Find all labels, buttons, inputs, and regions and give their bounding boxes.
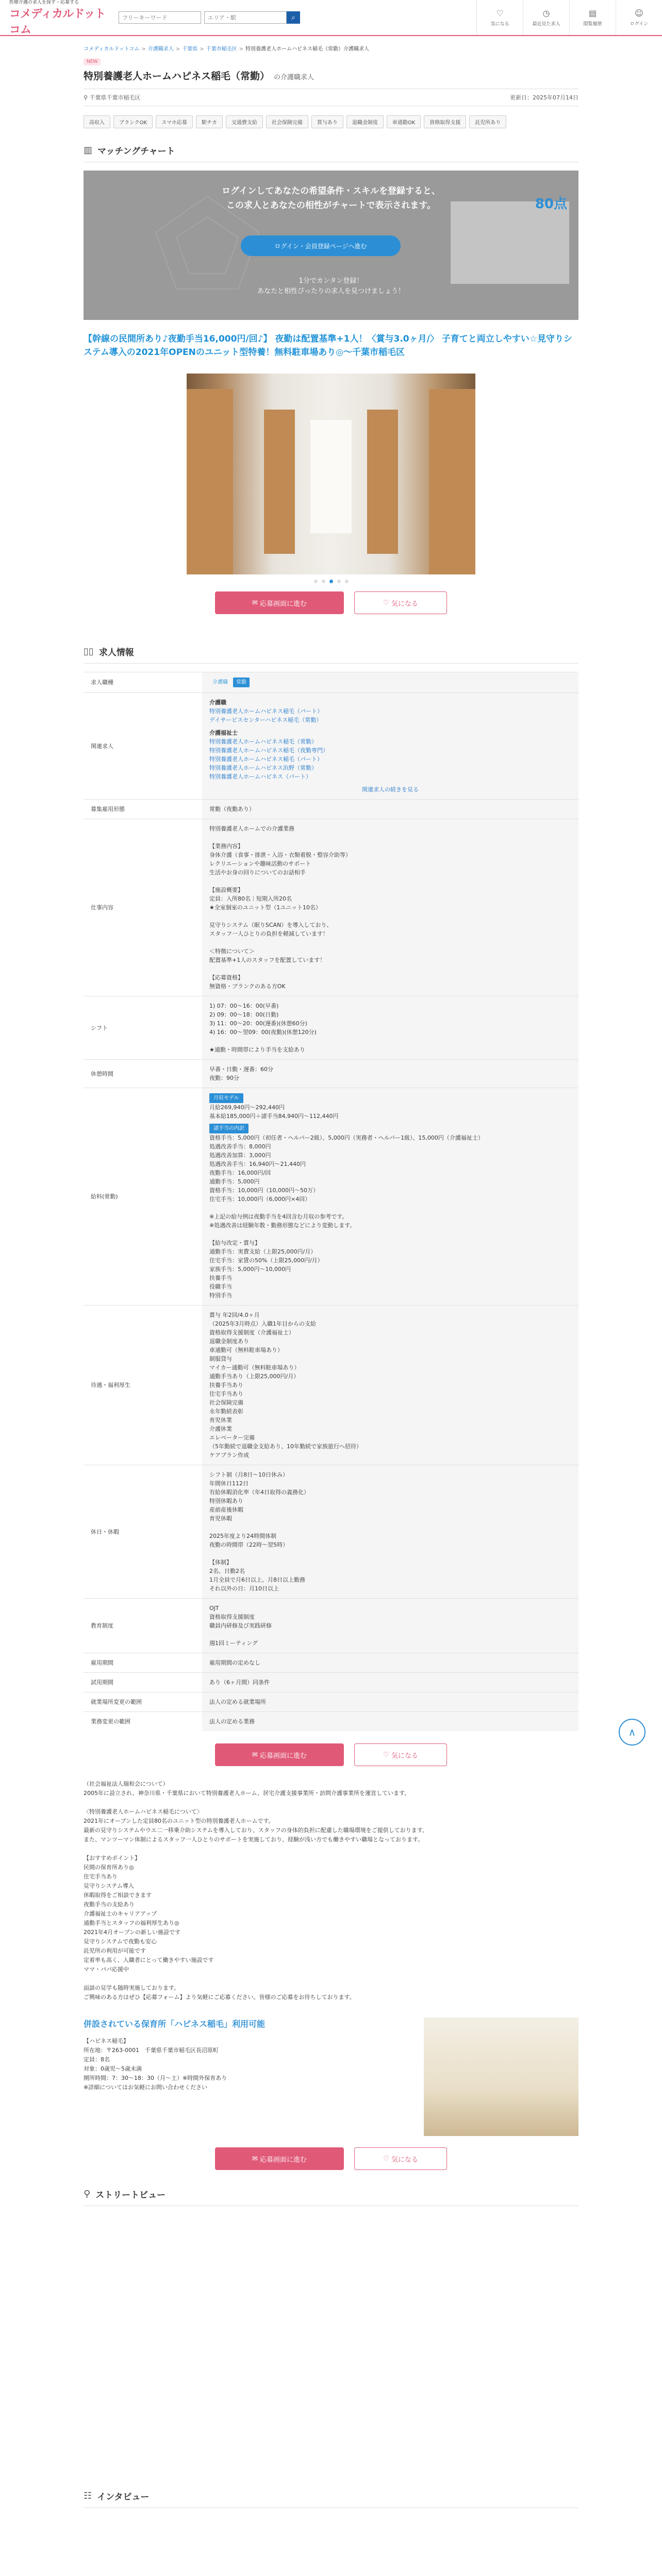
info-row: [84, 1712, 578, 1732]
header-nav-label: 気になる: [490, 22, 509, 27]
info-value: [202, 1692, 578, 1712]
header-nav-label: ログイン: [630, 22, 649, 27]
score-panel: [451, 201, 569, 284]
nursery-line: 対象：0歳児〜5歳未満: [84, 2065, 142, 2072]
info-row: [84, 800, 578, 819]
info-line: 資格取得支援制度（介護福祉士）: [209, 1329, 294, 1336]
info-value: [202, 1060, 578, 1088]
info-line: シフト制（月8日〜10日休み）: [209, 1471, 288, 1478]
description-line: 2021年にオープンした定員80名のユニット型の特別養護老人ホームです。: [84, 1818, 274, 1824]
feature-tag: 高収入: [84, 115, 110, 128]
info-line: 【施設概要】: [209, 887, 243, 893]
feature-tag: 駅チカ: [196, 115, 223, 128]
breadcrumb-separator: >: [200, 46, 204, 52]
apply-button[interactable]: ✉ 応募画面に進む: [215, 591, 344, 614]
info-line: 介護休業: [209, 1426, 232, 1432]
logo-tagline: 医療介護の求人を探す・応募する: [9, 0, 79, 5]
related-job-link[interactable]: 特別養護老人ホームハピネス稲毛（夜勤専門）: [209, 747, 328, 754]
apply-button[interactable]: ✉ 応募画面に進む: [215, 1743, 344, 1766]
info-label: 就業場所変更の範囲: [84, 1692, 202, 1712]
info-text: [209, 1717, 571, 1726]
matching-sub: 1分でカンタン登録！ あなたと相性ぴったりの求人を見つけましょう！: [257, 277, 405, 295]
info-value: [202, 800, 578, 819]
info-row: [84, 1465, 578, 1599]
info-value: [202, 1465, 578, 1599]
info-row: [84, 1599, 578, 1653]
allowance-line: 通勤手当：5,000円: [209, 1178, 260, 1185]
info-label: 待遇・福利厚生: [84, 1306, 202, 1465]
allowance-line: 処遇改善手当：16,940円〜21,440円: [209, 1161, 306, 1167]
job-headline: 【幹線の民間所あり♪夜勤手当16,000円/回♪】 夜勤は配置基準+1人！〈賞与3.0ヶ月/〉 子育てと両立しやすい☆見守りシステム導入の2021年OPENのユニット型特養！無料駐車場あり◎〜千葉市稲毛区: [84, 334, 572, 358]
allowance-line: 家族手当：5,000円〜10,000円: [209, 1266, 291, 1273]
info-line: 早番・日勤・遅番：60分: [209, 1066, 273, 1073]
info-value: [202, 1599, 578, 1653]
allowance-line: 夜勤手当：16,000円/回: [209, 1170, 271, 1176]
info-line: それ以外の日：月10日以上: [209, 1585, 279, 1592]
feature-tag: 退職金制度: [346, 115, 384, 128]
allowance-line: [209, 1230, 571, 1239]
area-input[interactable]: [204, 11, 287, 24]
breadcrumb-separator: >: [239, 46, 243, 52]
matching-prompt: ログインしてあなたの希望条件・スキルを登録すると、 この求人とあなたの相性がチャートで表示されます。: [222, 186, 440, 211]
info-text: [209, 1002, 571, 1054]
allowance-line: 住宅手当：10,000円（6,000円×4回）: [209, 1196, 311, 1202]
allowance-line: 住宅手当：家賃の50%（上限25,000円/月）: [209, 1257, 323, 1264]
info-line: 4) 16：00〜翌09：00(夜勤)(休憩120分): [209, 1029, 317, 1036]
favorite-button[interactable]: ♡ 気になる: [354, 2147, 447, 2170]
related-more-link[interactable]: 関連求人の続きを見る: [362, 786, 419, 793]
info-line: 資格取得支援制度: [209, 1614, 255, 1620]
info-line: 見守りシステム（眠りSCAN）を導入しており、: [209, 922, 333, 928]
info-line: [209, 1549, 571, 1558]
heart-icon: ♡: [496, 8, 504, 18]
info-line: 扶養手当あり: [209, 1382, 243, 1388]
info-line: 2) 09：00〜18：00(日勤): [209, 1011, 279, 1018]
info-text: [209, 1678, 571, 1687]
description-line: （社会福祉法人瑞和会について）: [84, 1781, 169, 1787]
info-row: [84, 672, 578, 693]
search-button[interactable]: [287, 11, 300, 24]
nursery-section: [84, 2018, 578, 2136]
info-line: 法人の定める業務: [209, 1718, 255, 1725]
info-value: [202, 1653, 578, 1673]
description-line: 介護福祉士のキャリアアップ: [84, 1910, 157, 1917]
info-label: 試用期間: [84, 1673, 202, 1692]
title-sub: の介護職求人: [274, 74, 315, 81]
job-description: [84, 1780, 578, 2002]
info-text: [209, 1311, 571, 1460]
feature-tag: 賞与あり: [311, 115, 343, 128]
header-nav-item[interactable]: [616, 0, 662, 35]
breadcrumb-item[interactable]: 介護職求人: [147, 46, 174, 52]
info-text: [209, 1658, 571, 1667]
info-text: [209, 1065, 571, 1082]
description-line: [84, 1844, 578, 1854]
breadcrumb-separator: >: [141, 46, 146, 52]
info-line: 年間休日112日: [209, 1480, 249, 1487]
description-line: 最新の見守りシステムやウエ二一移乗介助システムを導入しており、スタッフの身体的負担に配慮した職場環境をご提供しております。: [84, 1827, 428, 1834]
info-line: 賞与 年2回/4.0ヶ月: [209, 1312, 260, 1318]
related-job-link[interactable]: 特別養護老人ホームハピネス浜野（常勤）: [209, 765, 317, 771]
info-line: 有給休暇消化率（年4日取得の義務化）: [209, 1489, 309, 1496]
favorite-button[interactable]: ♡ 気になる: [354, 591, 447, 614]
info-line: [209, 1630, 571, 1639]
description-line: 見守りシステム導入: [84, 1883, 134, 1889]
related-job-link[interactable]: 特別養護老人ホームハピネス稲毛（常勤）: [209, 738, 317, 745]
info-line: [209, 1523, 571, 1532]
mail-icon: ✉: [252, 2155, 258, 2163]
carousel-dot[interactable]: [322, 580, 325, 583]
heart-icon: ♡: [383, 599, 389, 607]
description-line: 【おすすめポイント】: [84, 1855, 141, 1861]
chevron-up-icon: ∧: [628, 1726, 636, 1738]
action-buttons-mid: [84, 1743, 578, 1766]
info-line: 社会保険完備: [209, 1399, 243, 1406]
interview-heading: ☷ インタビュー: [84, 2489, 578, 2508]
info-line: [209, 964, 571, 973]
info-line: 1) 07：00〜16：00(早番): [209, 1003, 279, 1009]
info-line: 特別休暇あり: [209, 1498, 243, 1504]
action-buttons-top: [84, 591, 578, 614]
allowance-line: 処遇改善手当：8,000円: [209, 1143, 271, 1150]
chat-icon: ☷: [84, 2490, 92, 2501]
site-header: [0, 0, 662, 36]
info-line: 無資格・ブランクのある方OK: [209, 983, 286, 990]
info-line: 常勤（夜勤あり）: [209, 806, 255, 812]
action-buttons-bottom: [84, 2147, 578, 2170]
recruit-heading: ▯▯ 求人情報: [84, 645, 578, 664]
info-text: [209, 1470, 571, 1593]
match-score: 80点: [535, 196, 567, 212]
info-text: [209, 805, 571, 814]
info-line: 通勤手当あり（上限25,000円/月）: [209, 1373, 300, 1380]
related-job-link[interactable]: 特別養護老人ホームハピネス稲毛（パート）: [209, 708, 323, 715]
allowance-line: 扶養手当: [209, 1275, 232, 1281]
nursery-line: 所在地：〒263-0001 千葉県千葉市稲毛区長沼原町: [84, 2047, 219, 2054]
info-line: 【体制】: [209, 1559, 232, 1566]
info-label: 給料(常勤): [84, 1088, 202, 1306]
job-type-chip: 介護職: [212, 680, 228, 685]
nursery-line: ※詳細についてはお気軽にお問い合わせください: [84, 2084, 207, 2091]
info-value: [202, 1088, 578, 1306]
info-line: 3) 11：00〜20：00(遅番)(休憩60分): [209, 1020, 307, 1027]
breadcrumb-item[interactable]: 千葉県: [182, 46, 198, 52]
info-line: 生活やお身の回りについてのお話相手: [209, 869, 306, 876]
salary-model: [209, 1103, 571, 1121]
info-line: 週1回ミーティング: [209, 1640, 258, 1647]
allowance-badge: 諸手当の内訳: [209, 1124, 249, 1133]
favorite-button[interactable]: ♡ 気になる: [354, 1743, 447, 1766]
breadcrumb-separator: >: [175, 46, 180, 52]
allowance-line: 特別手当: [209, 1292, 232, 1299]
info-line: ＜特徴について＞: [209, 948, 255, 955]
info-value: [202, 1306, 578, 1465]
main-content: [84, 36, 636, 2508]
heart-icon: ♡: [383, 1751, 389, 1759]
description-line: ママ・パパ応援中: [84, 1966, 129, 1973]
info-line: レクリエーションや趣味活動のサポート: [209, 860, 311, 867]
book-icon: ▯▯: [84, 646, 94, 657]
page-title: 特別養護老人ホームハピネス稲毛（常勤） の介護職求人: [84, 71, 315, 82]
info-line: 雇用期間の定めなし: [209, 1659, 260, 1666]
info-value: [202, 1673, 578, 1692]
address-line: [84, 89, 578, 106]
description-line: 休暇取得をご相談できます: [84, 1892, 152, 1899]
info-value: [202, 672, 578, 693]
info-label: 雇用期間: [84, 1653, 202, 1673]
nursery-heading: 併設されている保育所「ハピネス稲毛」利用可能: [84, 2019, 266, 2029]
info-line: 夜勤：90分: [209, 1075, 239, 1081]
info-label: 休日・休暇: [84, 1465, 202, 1599]
header-nav-label: 最近見た求人: [532, 22, 560, 27]
breadcrumb: [84, 36, 578, 57]
related-group-title: 介護福祉士: [209, 730, 238, 736]
info-line: OJT: [209, 1605, 219, 1612]
facility-photo[interactable]: [187, 374, 475, 574]
description-line: 通勤手当とスタッフの福利厚生あり◎: [84, 1920, 179, 1926]
header-nav-item[interactable]: [523, 0, 569, 35]
description-line: 住宅手当あり: [84, 1873, 118, 1880]
description-line: 2021年4月オープンの新しい施設です: [84, 1929, 181, 1936]
related-job-link[interactable]: デイサービスセンターハピネス稲毛（常勤）: [209, 717, 322, 723]
allowance-line: ※上記の給与例は夜勤手当を4回含む月収の参考です。: [209, 1213, 348, 1220]
related-job-link[interactable]: 特別養護老人ホームハピネス稲毛（パート）: [209, 756, 323, 762]
info-label: 求人職種: [84, 672, 202, 693]
salary-line: 月給269,940円〜292,440円: [209, 1104, 285, 1111]
streetview-area[interactable]: [84, 2206, 578, 2474]
info-line: あり（6ヶ月間）同条件: [209, 1679, 270, 1686]
description-line: 定着率も高く、入職者にとって働きやすい施設です: [84, 1957, 214, 1963]
info-line: （2025年3月時点）入職1年目からの支給: [209, 1320, 316, 1327]
info-value: [202, 1712, 578, 1732]
info-value: [202, 693, 578, 800]
nursery-details: [84, 2037, 265, 2092]
info-line: 配置基準+1人のスタッフを配置しています！: [209, 957, 326, 963]
allowance-line: 通勤手当：実費支給（上限25,000円/月）: [209, 1248, 317, 1255]
allowance-line: ※処遇改善は経験年数・勤務形態などにより変動します。: [209, 1222, 356, 1229]
mail-icon: ✉: [252, 1751, 258, 1759]
info-line: 退職金制度あり: [209, 1338, 249, 1345]
feature-tags: [84, 115, 548, 128]
pin-icon: ⚲: [84, 94, 88, 101]
info-line: 2025年度より24時間体制: [209, 1533, 276, 1539]
heart-icon: ♡: [383, 2155, 389, 2163]
description-line: 夜勤手当の支給あり: [84, 1901, 135, 1908]
breadcrumb-item[interactable]: コメディカルドットコム: [84, 46, 140, 52]
feature-tag: 交通費支給: [226, 115, 263, 128]
feature-tag: 資格取得支援: [424, 115, 466, 128]
related-group-title: 介護職: [209, 699, 226, 706]
salary-model-badge: 月収モデル: [209, 1093, 243, 1103]
clock-icon: ◷: [542, 8, 550, 18]
allowance-line: 資格手当：5,000円（初任者・ヘルパー2級）、5,000円（実務者・ヘルパー1級）、15,000円（介護福祉士）: [209, 1134, 484, 1141]
info-line: 住宅手当あり: [209, 1391, 243, 1397]
info-line: スタッフ一人ひとりの負担を軽減しています！: [209, 930, 328, 937]
breadcrumb-item: 特別養護老人ホームハピネス稲毛（常勤）介護職求人: [245, 46, 369, 52]
info-value: [202, 996, 578, 1060]
info-text: [209, 824, 571, 991]
info-line: マイカー通勤可（無料駐車場あり）: [209, 1364, 300, 1371]
description-line: 面談の見学も随時実施しております。: [84, 1985, 180, 1991]
info-value: [202, 819, 578, 996]
nursery-line: 開所時間：7：30〜18：30（月〜土）※時間外保育あり: [84, 2075, 227, 2081]
info-line: 身体介護（食事・排泄・入浴・衣類着脱・整容介助等）: [209, 852, 351, 858]
updated-date: 更新日：2025年07月14日: [510, 94, 578, 101]
header-nav-item[interactable]: [476, 0, 523, 35]
nursery-line: 【ハピネス稲毛】: [84, 2038, 129, 2044]
allowance-line: 処遇改善加算：3,000円: [209, 1152, 271, 1159]
description-line: 民間の保育所あり◎: [84, 1864, 134, 1871]
user-icon: ☺: [635, 8, 643, 18]
info-line: ★全室個室のユニット型（1ユニット10名）: [209, 904, 321, 911]
info-line: 育児休暇: [209, 1515, 232, 1522]
description-line: [84, 1798, 578, 1807]
info-line: 夜勤の時間帯（22時〜翌5時）: [209, 1541, 288, 1548]
description-line: また、マンツーマン体制によるスタッフ一人ひとりのサポートを実施しており、経験が浅い方でも働きやすい職場となっております。: [84, 1836, 424, 1843]
info-row: [84, 1673, 578, 1692]
info-label: シフト: [84, 996, 202, 1060]
search-icon: ⌕: [291, 13, 295, 21]
carousel-dots: [84, 580, 578, 583]
allowance-line: 【給与改定・賞与】: [209, 1240, 260, 1246]
info-row: [84, 693, 578, 800]
apply-button[interactable]: ✉ 応募画面に進む: [215, 2147, 344, 2170]
allowance-list: [209, 1133, 571, 1300]
logo-text: コメディカルドットコム: [9, 7, 106, 37]
info-line: [209, 1037, 571, 1045]
login-register-button[interactable]: ログイン・会員登録ページへ進む: [241, 235, 401, 256]
info-line: 制服貸与: [209, 1355, 232, 1362]
info-line: 【業務内容】: [209, 843, 243, 850]
info-row: [84, 1692, 578, 1712]
feature-tag: スマホ応募: [156, 115, 193, 128]
salary-line: 基本給185,000円＋諸手当84,940円〜112,440円: [209, 1113, 339, 1120]
description-line: [84, 1974, 578, 1984]
allowance-line: [209, 1204, 571, 1212]
info-text: [209, 1604, 571, 1648]
info-line: 1月全員で月6日以上、月8日以上勤務: [209, 1577, 305, 1583]
info-line: 産前産後休暇: [209, 1506, 243, 1513]
info-line: 車通勤可（無料駐車場あり）: [209, 1347, 283, 1353]
info-row: [84, 819, 578, 996]
scroll-top-button[interactable]: [619, 1719, 646, 1745]
info-line: エレベーター完備: [209, 1434, 255, 1441]
info-row: [84, 1060, 578, 1088]
info-line: 特別養護老人ホームでの介護業務: [209, 825, 294, 832]
allowance-line: 資格手当：10,000円（10,000円〜50万）: [209, 1187, 319, 1194]
streetview-heading: ⚲ ストリートビュー: [84, 2188, 578, 2206]
keyword-input[interactable]: [119, 11, 201, 24]
description-line: 見守りシステムで夜勤も安心: [84, 1938, 157, 1945]
info-row: [84, 996, 578, 1060]
info-line: [209, 938, 571, 947]
info-line: [209, 877, 571, 886]
matching-heading: ▥ マッチングチャート: [84, 144, 578, 162]
info-line: ケアプラン作成: [209, 1452, 249, 1459]
carousel-dot[interactable]: [329, 580, 333, 583]
header-nav: [476, 0, 662, 35]
info-line: 職員内研修及び実践研修: [209, 1622, 272, 1629]
nursery-line: 定員：8名: [84, 2056, 110, 2063]
job-type-chip: 常勤: [233, 677, 250, 687]
feature-tag: ブランクOK: [113, 115, 153, 128]
header-nav-item[interactable]: [569, 0, 616, 35]
info-label: 休憩時間: [84, 1060, 202, 1088]
feature-tag: 社会保険完備: [266, 115, 308, 128]
description-line: 〈特別養護老人ホームハピネス稲毛について〉: [84, 1808, 203, 1815]
info-line: 永年勤続表彰: [209, 1408, 243, 1415]
job-info-table: [84, 672, 578, 1731]
feature-tag: 車通勤OK: [387, 115, 421, 128]
nursery-photo: [424, 2018, 578, 2136]
info-row: [84, 1088, 578, 1306]
info-line: ★通勤・時間帯により手当を支給あり: [209, 1046, 305, 1053]
info-line: [209, 833, 571, 842]
carousel-dot[interactable]: [314, 580, 318, 583]
info-label: 募集雇用形態: [84, 800, 202, 819]
carousel-dot[interactable]: [337, 580, 341, 583]
info-label: 教育制度: [84, 1599, 202, 1653]
history-icon: ▤: [588, 8, 597, 18]
info-row: [84, 1306, 578, 1465]
logo[interactable]: [9, 0, 107, 37]
info-line: 育児休業: [209, 1417, 232, 1423]
address: 千葉県千葉市稲毛区: [89, 94, 141, 101]
info-label: 関連求人: [84, 693, 202, 800]
person-icon: ⚲: [84, 2189, 91, 2199]
matching-chart: [84, 171, 578, 320]
info-line: 定員：入所80名｜短期入所20名: [209, 895, 292, 902]
info-line: [209, 912, 571, 921]
header-nav-label: 閲覧履歴: [583, 22, 602, 27]
info-label: 業務変更の範囲: [84, 1712, 202, 1732]
info-label: 仕事内容: [84, 819, 202, 996]
info-line: 2名、日勤2名: [209, 1568, 245, 1574]
info-row: [84, 1653, 578, 1673]
feature-tag: 託児所あり: [469, 115, 506, 128]
breadcrumb-item[interactable]: 千葉市稲毛区: [206, 46, 237, 52]
mail-icon: ✉: [252, 599, 258, 607]
related-job-link[interactable]: 特別養護老人ホームハピネス（パート）: [209, 773, 311, 780]
chart-icon: ▥: [84, 145, 93, 156]
carousel-dot[interactable]: [345, 580, 349, 583]
allowance-line: 役職手当: [209, 1283, 232, 1290]
description-line: ご興味のある方はぜひ【応募フォーム】より気軽にご応募ください。皆様のご応募をお待ちしております。: [84, 1994, 355, 2001]
info-line: 法人の定める就業場所: [209, 1699, 266, 1705]
new-badge: NEW: [84, 58, 101, 65]
search-box: [119, 11, 300, 24]
description-line: 託児所の利用が可能です: [84, 1947, 146, 1954]
info-line: 【応募資格】: [209, 974, 243, 981]
description-line: 2005年に設立され、神奈川県・千葉県において特別養護老人ホーム、居宅介護支援事業所・訪問介護事業所を運営しています。: [84, 1790, 410, 1797]
info-text: [209, 1698, 571, 1706]
info-line: （5年勤続で退職金支給あり、10年勤続で家族旅行へ招待）: [209, 1443, 362, 1450]
